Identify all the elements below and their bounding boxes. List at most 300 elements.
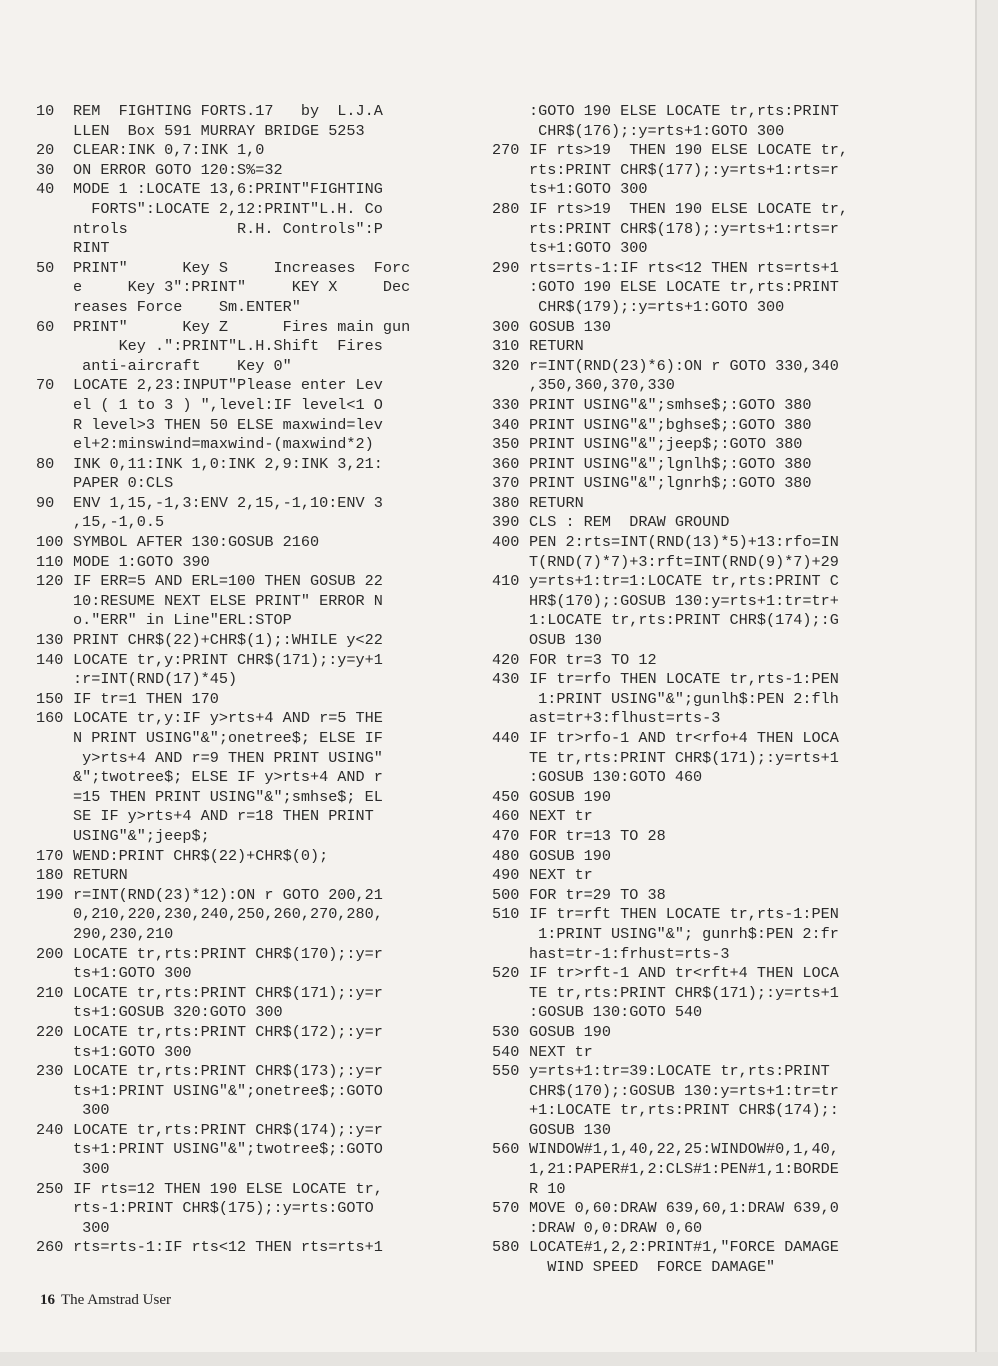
code-line bbox=[492, 984, 962, 1004]
line-number: 470 bbox=[492, 826, 520, 845]
code-text: FORTS":LOCATE 2,12:PRINT"L.H. Co bbox=[73, 199, 383, 218]
code-line bbox=[36, 729, 476, 749]
line-number: 150 bbox=[36, 689, 64, 708]
code-line bbox=[492, 376, 962, 396]
line-number: 190 bbox=[36, 885, 64, 904]
code-line bbox=[492, 945, 962, 965]
code-text: :GOTO 190 ELSE LOCATE tr,rts:PRINT bbox=[529, 278, 839, 297]
line-number: 450 bbox=[492, 787, 520, 806]
code-text: LOCATE#1,2,2:PRINT#1,"FORCE DAMAGE bbox=[529, 1238, 839, 1257]
code-text: rts=rts-1:IF rts<12 THEN rts=rts+1 bbox=[529, 258, 839, 277]
code-line bbox=[492, 592, 962, 612]
code-line bbox=[36, 1082, 476, 1102]
code-text: e Key 3":PRINT" KEY X Dec bbox=[73, 278, 411, 297]
code-text: 1:LOCATE tr,rts:PRINT CHR$(174);:G bbox=[529, 611, 839, 630]
line-number: 270 bbox=[492, 141, 520, 160]
code-text: WINDOW#1,1,40,22,25:WINDOW#0,1,40, bbox=[529, 1140, 839, 1159]
code-line bbox=[36, 847, 476, 867]
code-line bbox=[492, 220, 962, 240]
code-text: PRINT CHR$(22)+CHR$(1);:WHILE y<22 bbox=[73, 631, 383, 650]
code-text: o."ERR" in Line"ERL:STOP bbox=[73, 611, 292, 630]
line-number: 40 bbox=[36, 180, 55, 199]
code-line bbox=[36, 945, 476, 965]
line-number: 370 bbox=[492, 474, 520, 493]
line-number: 70 bbox=[36, 376, 55, 395]
line-number: 310 bbox=[492, 337, 520, 356]
code-line bbox=[36, 807, 476, 827]
line-number: 90 bbox=[36, 493, 55, 512]
line-number: 120 bbox=[36, 572, 64, 591]
code-line bbox=[492, 494, 962, 514]
code-text: TE tr,rts:PRINT CHR$(171);:y=rts+1 bbox=[529, 748, 839, 767]
code-line bbox=[492, 905, 962, 925]
code-line bbox=[36, 749, 476, 769]
code-line bbox=[492, 1082, 962, 1102]
code-line bbox=[36, 357, 476, 377]
code-line bbox=[36, 1199, 476, 1219]
code-text: :r=INT(RND(17)*45) bbox=[73, 670, 238, 689]
code-line bbox=[36, 200, 476, 220]
line-number: 510 bbox=[492, 905, 520, 924]
code-text: IF tr=rfo THEN LOCATE tr,rts-1:PEN bbox=[529, 670, 839, 689]
code-column-right bbox=[492, 102, 962, 1278]
code-text: CLS : REM DRAW GROUND bbox=[529, 513, 730, 532]
code-line bbox=[492, 298, 962, 318]
code-text: 300 bbox=[73, 1160, 110, 1179]
line-number: 100 bbox=[36, 533, 64, 552]
code-text: NEXT tr bbox=[529, 807, 593, 826]
line-number: 400 bbox=[492, 533, 520, 552]
code-line bbox=[36, 670, 476, 690]
code-text: ntrols R.H. Controls":P bbox=[73, 219, 383, 238]
code-line bbox=[36, 886, 476, 906]
code-text: LOCATE tr,rts:PRINT CHR$(173);:y=r bbox=[73, 1062, 383, 1081]
code-line bbox=[492, 631, 962, 651]
line-number: 220 bbox=[36, 1022, 64, 1041]
line-number: 280 bbox=[492, 199, 520, 218]
code-line bbox=[36, 925, 476, 945]
code-text: FOR tr=3 TO 12 bbox=[529, 650, 657, 669]
line-number: 180 bbox=[36, 866, 64, 885]
code-line bbox=[36, 141, 476, 161]
code-line bbox=[36, 474, 476, 494]
code-line bbox=[492, 925, 962, 945]
code-text: ts+1:GOTO 300 bbox=[73, 964, 192, 983]
code-text: MOVE 0,60:DRAW 639,60,1:DRAW 639,0 bbox=[529, 1199, 839, 1218]
code-line bbox=[492, 1023, 962, 1043]
code-line bbox=[492, 768, 962, 788]
code-line bbox=[492, 651, 962, 671]
line-number: 110 bbox=[36, 552, 64, 571]
code-line bbox=[36, 553, 476, 573]
line-number: 130 bbox=[36, 631, 64, 650]
code-text: ,15,-1,0.5 bbox=[73, 513, 165, 532]
line-number: 260 bbox=[36, 1238, 64, 1257]
code-line bbox=[36, 396, 476, 416]
code-line bbox=[492, 102, 962, 122]
code-text: 290,230,210 bbox=[73, 924, 174, 943]
code-text: LOCATE tr,rts:PRINT CHR$(174);:y=r bbox=[73, 1120, 383, 1139]
line-number: 530 bbox=[492, 1022, 520, 1041]
code-line bbox=[36, 1043, 476, 1063]
line-number: 60 bbox=[36, 317, 55, 336]
line-number: 240 bbox=[36, 1120, 64, 1139]
code-line bbox=[36, 827, 476, 847]
code-line bbox=[36, 1160, 476, 1180]
code-text: :DRAW 0,0:DRAW 0,60 bbox=[529, 1218, 703, 1237]
code-line bbox=[36, 180, 476, 200]
code-text: GOSUB 190 bbox=[529, 1022, 612, 1041]
line-number: 290 bbox=[492, 258, 520, 277]
code-line bbox=[36, 259, 476, 279]
code-line bbox=[36, 102, 476, 122]
code-line bbox=[36, 1219, 476, 1239]
code-text: OSUB 130 bbox=[529, 631, 602, 650]
code-text: GOSUB 190 bbox=[529, 787, 612, 806]
code-text: GOSUB 130 bbox=[529, 1120, 612, 1139]
code-text: REM FIGHTING FORTS.17 by L.J.A bbox=[73, 102, 383, 120]
code-line bbox=[36, 984, 476, 1004]
code-line bbox=[36, 651, 476, 671]
code-line bbox=[492, 1121, 962, 1141]
code-line bbox=[492, 1101, 962, 1121]
line-number: 340 bbox=[492, 415, 520, 434]
code-text: USING"&";jeep$; bbox=[73, 826, 210, 845]
code-text: INK 0,11:INK 1,0:INK 2,9:INK 3,21: bbox=[73, 454, 383, 473]
code-text: NEXT tr bbox=[529, 866, 593, 885]
code-text: FOR tr=13 TO 28 bbox=[529, 826, 666, 845]
code-line bbox=[492, 1160, 962, 1180]
line-number: 410 bbox=[492, 572, 520, 591]
code-text: 1,21:PAPER#1,2:CLS#1:PEN#1,1:BORDE bbox=[529, 1160, 839, 1179]
code-column-left bbox=[36, 102, 476, 1258]
code-text: LLEN Box 591 MURRAY BRIDGE 5253 bbox=[73, 121, 365, 140]
code-line bbox=[492, 180, 962, 200]
line-number: 360 bbox=[492, 454, 520, 473]
code-line bbox=[36, 1101, 476, 1121]
code-text: SE IF y>rts+4 AND r=18 THEN PRINT bbox=[73, 807, 374, 826]
code-text: &";twotree$; ELSE IF y>rts+4 AND r bbox=[73, 768, 383, 787]
code-line bbox=[36, 513, 476, 533]
line-number: 380 bbox=[492, 493, 520, 512]
code-line bbox=[492, 572, 962, 592]
code-text: 1:PRINT USING"&";gunlh$:PEN 2:flh bbox=[529, 689, 839, 708]
code-line bbox=[492, 1258, 962, 1278]
code-text: 1:PRINT USING"&"; gunrh$:PEN 2:fr bbox=[529, 924, 839, 943]
code-text: ,350,360,370,330 bbox=[529, 376, 675, 395]
code-line bbox=[492, 318, 962, 338]
code-line bbox=[36, 1238, 476, 1258]
line-number: 580 bbox=[492, 1238, 520, 1257]
line-number: 20 bbox=[36, 141, 55, 160]
code-text: ON ERROR GOTO 120:S%=32 bbox=[73, 160, 283, 179]
code-line bbox=[36, 1062, 476, 1082]
code-text: ts+1:GOTO 300 bbox=[529, 239, 648, 258]
code-text: T(RND(7)*7)+3:rft=INT(RND(9)*7)+29 bbox=[529, 552, 839, 571]
line-number: 490 bbox=[492, 866, 520, 885]
code-line bbox=[492, 670, 962, 690]
line-number: 560 bbox=[492, 1140, 520, 1159]
code-line bbox=[492, 396, 962, 416]
code-line bbox=[492, 1043, 962, 1063]
code-line bbox=[36, 709, 476, 729]
code-line bbox=[492, 533, 962, 553]
code-text: ts+1:PRINT USING"&";twotree$;:GOTO bbox=[73, 1140, 383, 1159]
code-text: rts:PRINT CHR$(178);:y=rts+1:rts=r bbox=[529, 219, 839, 238]
code-text: +1:LOCATE tr,rts:PRINT CHR$(174);: bbox=[529, 1101, 839, 1120]
code-line bbox=[36, 905, 476, 925]
code-text: reases Force Sm.ENTER" bbox=[73, 297, 301, 316]
code-line bbox=[36, 318, 476, 338]
line-number: 330 bbox=[492, 395, 520, 414]
code-line bbox=[492, 1238, 962, 1258]
code-line bbox=[492, 866, 962, 886]
code-line bbox=[492, 709, 962, 729]
code-text: PRINT USING"&";lgnlh$;:GOTO 380 bbox=[529, 454, 812, 473]
code-line bbox=[36, 122, 476, 142]
code-text: CHR$(179);:y=rts+1:GOTO 300 bbox=[529, 297, 785, 316]
code-text: :GOTO 190 ELSE LOCATE tr,rts:PRINT bbox=[529, 102, 839, 120]
code-line bbox=[492, 239, 962, 259]
code-text: :GOSUB 130:GOTO 460 bbox=[529, 768, 703, 787]
code-text: 300 bbox=[73, 1218, 110, 1237]
code-line bbox=[36, 455, 476, 475]
code-line bbox=[492, 357, 962, 377]
code-text: r=INT(RND(23)*12):ON r GOTO 200,21 bbox=[73, 885, 383, 904]
page-number: 16 bbox=[40, 1292, 55, 1308]
code-line bbox=[492, 827, 962, 847]
code-line bbox=[492, 729, 962, 749]
code-text: IF rts=12 THEN 190 ELSE LOCATE tr, bbox=[73, 1179, 383, 1198]
line-number: 420 bbox=[492, 650, 520, 669]
code-line bbox=[36, 337, 476, 357]
code-text: IF ERR=5 AND ERL=100 THEN GOSUB 22 bbox=[73, 572, 383, 591]
code-line bbox=[492, 1003, 962, 1023]
code-line bbox=[492, 200, 962, 220]
code-line bbox=[36, 1180, 476, 1200]
line-number: 430 bbox=[492, 670, 520, 689]
code-text: PRINT" Key S Increases Forc bbox=[73, 258, 411, 277]
code-text: IF rts>19 THEN 190 ELSE LOCATE tr, bbox=[529, 199, 848, 218]
code-text: el ( 1 to 3 ) ",level:IF level<1 O bbox=[73, 395, 383, 414]
code-line bbox=[492, 161, 962, 181]
code-text: r=INT(RND(23)*6):ON r GOTO 330,340 bbox=[529, 356, 839, 375]
code-text: =15 THEN PRINT USING"&";smhse$; EL bbox=[73, 787, 383, 806]
code-text: PAPER 0:CLS bbox=[73, 474, 174, 493]
line-number: 460 bbox=[492, 807, 520, 826]
line-number: 210 bbox=[36, 983, 64, 1002]
code-line bbox=[492, 337, 962, 357]
code-line bbox=[36, 768, 476, 788]
code-text: y=rts+1:tr=39:LOCATE tr,rts:PRINT bbox=[529, 1062, 830, 1081]
code-text: PRINT USING"&";jeep$;:GOTO 380 bbox=[529, 435, 803, 454]
code-line bbox=[36, 1003, 476, 1023]
code-line bbox=[492, 964, 962, 984]
code-line bbox=[492, 416, 962, 436]
code-line bbox=[492, 690, 962, 710]
line-number: 10 bbox=[36, 102, 55, 120]
code-text: hast=tr-1:frhust=rts-3 bbox=[529, 944, 730, 963]
code-line bbox=[36, 1121, 476, 1141]
code-text: rts:PRINT CHR$(177);:y=rts+1:rts=r bbox=[529, 160, 839, 179]
code-text: IF tr>rfo-1 AND tr<rfo+4 THEN LOCA bbox=[529, 729, 839, 747]
code-text: SYMBOL AFTER 130:GOSUB 2160 bbox=[73, 533, 320, 552]
line-number: 140 bbox=[36, 650, 64, 669]
code-text: CLEAR:INK 0,7:INK 1,0 bbox=[73, 141, 265, 160]
code-text: LOCATE tr,rts:PRINT CHR$(172);:y=r bbox=[73, 1022, 383, 1041]
code-text: CHR$(170);:GOSUB 130:y=rts+1:tr=tr bbox=[529, 1081, 839, 1100]
line-number: 520 bbox=[492, 964, 520, 983]
line-number: 440 bbox=[492, 729, 520, 747]
code-text: ENV 1,15,-1,3:ENV 2,15,-1,10:ENV 3 bbox=[73, 493, 383, 512]
code-line bbox=[36, 161, 476, 181]
code-text: ts+1:GOSUB 320:GOTO 300 bbox=[73, 1003, 283, 1022]
code-text: WIND SPEED FORCE DAMAGE" bbox=[529, 1258, 776, 1277]
code-line bbox=[492, 141, 962, 161]
code-line bbox=[492, 553, 962, 573]
code-line bbox=[492, 455, 962, 475]
code-text: ts+1:GOTO 300 bbox=[73, 1042, 192, 1061]
code-text: R 10 bbox=[529, 1179, 566, 1198]
code-line bbox=[36, 572, 476, 592]
line-number: 30 bbox=[36, 160, 55, 179]
code-text: MODE 1 :LOCATE 13,6:PRINT"FIGHTING bbox=[73, 180, 383, 199]
line-number: 550 bbox=[492, 1062, 520, 1081]
code-line bbox=[492, 1219, 962, 1239]
line-number: 170 bbox=[36, 846, 64, 865]
line-number: 50 bbox=[36, 258, 55, 277]
code-text: LOCATE tr,rts:PRINT CHR$(171);:y=r bbox=[73, 983, 383, 1002]
code-line bbox=[492, 1140, 962, 1160]
code-line bbox=[492, 513, 962, 533]
code-text: R level>3 THEN 50 ELSE maxwind=lev bbox=[73, 415, 383, 434]
code-text: Key .":PRINT"L.H.Shift Fires bbox=[73, 337, 383, 356]
code-text: RETURN bbox=[529, 493, 584, 512]
code-text: rts=rts-1:IF rts<12 THEN rts=rts+1 bbox=[73, 1238, 383, 1257]
code-line bbox=[36, 866, 476, 886]
line-number: 570 bbox=[492, 1199, 520, 1218]
code-line bbox=[36, 631, 476, 651]
code-text: ts+1:PRINT USING"&";onetree$;:GOTO bbox=[73, 1081, 383, 1100]
code-line bbox=[36, 788, 476, 808]
code-text: HR$(170);:GOSUB 130:y=rts+1:tr=tr+ bbox=[529, 591, 839, 610]
code-text: N PRINT USING"&";onetree$; ELSE IF bbox=[73, 729, 383, 747]
code-text: el+2:minswind=maxwind-(maxwind*2) bbox=[73, 435, 374, 454]
page-edge-strip bbox=[977, 0, 998, 1366]
code-line bbox=[492, 749, 962, 769]
code-line bbox=[492, 259, 962, 279]
code-line bbox=[36, 220, 476, 240]
page-footer bbox=[40, 1292, 171, 1309]
code-text: IF tr=rft THEN LOCATE tr,rts-1:PEN bbox=[529, 905, 839, 924]
code-text: PEN 2:rts=INT(RND(13)*5)+13:rfo=IN bbox=[529, 533, 839, 552]
code-text: CHR$(176);:y=rts+1:GOTO 300 bbox=[529, 121, 785, 140]
code-text: anti-aircraft Key 0" bbox=[73, 356, 292, 375]
code-text: IF tr=1 THEN 170 bbox=[73, 689, 219, 708]
code-text: FOR tr=29 TO 38 bbox=[529, 885, 666, 904]
code-text: RINT bbox=[73, 239, 110, 258]
line-number: 200 bbox=[36, 944, 64, 963]
code-line bbox=[492, 886, 962, 906]
code-text: PRINT USING"&";smhse$;:GOTO 380 bbox=[529, 395, 812, 414]
code-text: TE tr,rts:PRINT CHR$(171);:y=rts+1 bbox=[529, 983, 839, 1002]
code-line bbox=[492, 1180, 962, 1200]
line-number: 500 bbox=[492, 885, 520, 904]
code-line bbox=[492, 847, 962, 867]
code-line bbox=[492, 807, 962, 827]
code-text: RETURN bbox=[73, 866, 128, 885]
line-number: 300 bbox=[492, 317, 520, 336]
code-text: IF rts>19 THEN 190 ELSE LOCATE tr, bbox=[529, 141, 848, 160]
code-line bbox=[36, 416, 476, 436]
code-line bbox=[492, 611, 962, 631]
code-text: GOSUB 130 bbox=[529, 317, 612, 336]
line-number: 80 bbox=[36, 454, 55, 473]
code-line bbox=[36, 239, 476, 259]
code-text: PRINT USING"&";bghse$;:GOTO 380 bbox=[529, 415, 812, 434]
code-line bbox=[492, 435, 962, 455]
code-text: 10:RESUME NEXT ELSE PRINT" ERROR N bbox=[73, 591, 383, 610]
code-text: LOCATE tr,rts:PRINT CHR$(170);:y=r bbox=[73, 944, 383, 963]
line-number: 250 bbox=[36, 1179, 64, 1198]
code-text: LOCATE tr,y:IF y>rts+4 AND r=5 THE bbox=[73, 709, 383, 728]
code-text: rts-1:PRINT CHR$(175);:y=rts:GOTO bbox=[73, 1199, 374, 1218]
code-text: IF tr>rft-1 AND tr<rft+4 THEN LOCA bbox=[529, 964, 839, 983]
code-text: LOCATE tr,y:PRINT CHR$(171);:y=y+1 bbox=[73, 650, 383, 669]
code-line bbox=[492, 788, 962, 808]
line-number: 230 bbox=[36, 1062, 64, 1081]
code-line bbox=[36, 1023, 476, 1043]
line-number: 390 bbox=[492, 513, 520, 532]
code-line bbox=[36, 298, 476, 318]
code-text: PRINT" Key Z Fires main gun bbox=[73, 317, 411, 336]
code-line bbox=[492, 1062, 962, 1082]
line-number: 480 bbox=[492, 846, 520, 865]
code-line bbox=[36, 494, 476, 514]
code-text: LOCATE 2,23:INPUT"Please enter Lev bbox=[73, 376, 383, 395]
code-text: PRINT USING"&";lgnrh$;:GOTO 380 bbox=[529, 474, 812, 493]
code-line bbox=[36, 592, 476, 612]
code-line bbox=[36, 1140, 476, 1160]
code-text: 300 bbox=[73, 1101, 110, 1120]
code-line bbox=[492, 278, 962, 298]
line-number: 320 bbox=[492, 356, 520, 375]
code-line bbox=[36, 690, 476, 710]
line-number: 540 bbox=[492, 1042, 520, 1061]
code-text: :GOSUB 130:GOTO 540 bbox=[529, 1003, 703, 1022]
code-text: y=rts+1:tr=1:LOCATE tr,rts:PRINT C bbox=[529, 572, 839, 591]
code-text: ast=tr+3:flhust=rts-3 bbox=[529, 709, 721, 728]
code-line bbox=[492, 122, 962, 142]
code-text: MODE 1:GOTO 390 bbox=[73, 552, 210, 571]
code-text: ts+1:GOTO 300 bbox=[529, 180, 648, 199]
code-text: RETURN bbox=[529, 337, 584, 356]
code-line bbox=[36, 278, 476, 298]
line-number: 350 bbox=[492, 435, 520, 454]
code-line bbox=[36, 964, 476, 984]
code-text: WEND:PRINT CHR$(22)+CHR$(0); bbox=[73, 846, 329, 865]
code-line bbox=[36, 611, 476, 631]
code-line bbox=[492, 474, 962, 494]
code-text: GOSUB 190 bbox=[529, 846, 612, 865]
code-line bbox=[492, 1199, 962, 1219]
line-number: 160 bbox=[36, 709, 64, 728]
code-line bbox=[36, 533, 476, 553]
publication-name: The Amstrad User bbox=[61, 1292, 171, 1308]
code-text: 0,210,220,230,240,250,260,270,280, bbox=[73, 905, 383, 924]
code-line bbox=[36, 435, 476, 455]
code-text: NEXT tr bbox=[529, 1042, 593, 1061]
